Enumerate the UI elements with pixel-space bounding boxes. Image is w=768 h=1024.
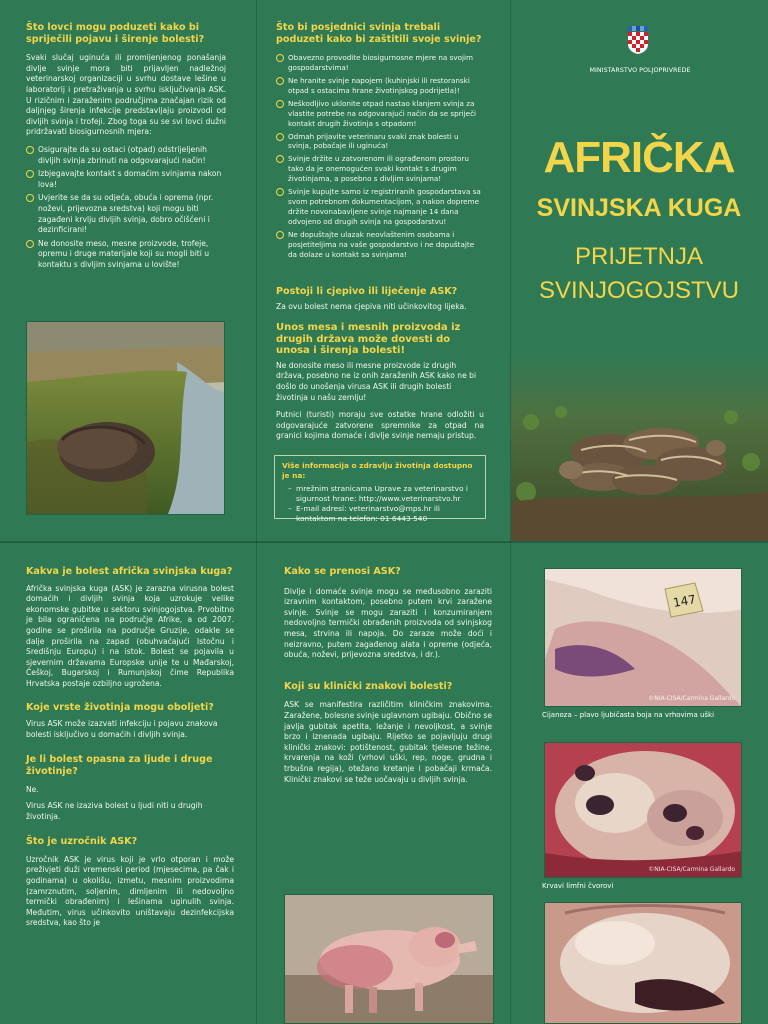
cover-subtitle-line-2: SVINJOGOJSTVU [538,277,740,304]
cover-title-line-2: SVINJSKA KUGA [536,194,742,222]
what-is-heading: Kakva je bolest afrička svinjska kuga? [26,566,233,577]
owners-heading: Što bi posjednici svinja trebali poduzeti kako bi zaštitili svoje svinje? [276,22,482,45]
fold-line [256,0,257,1024]
photo-credit: ©NIA-CISA/Carmina Gallardo [648,866,735,873]
import-heading: Unos mesa i mesnih proizvoda iz drugih država može dovesti do unosa i širenja bolesti! [276,322,461,357]
info-list [282,484,478,524]
info-link-website[interactable]: – mrežnim stranicama Uprave za veterinarstvo i sigurnost hrane: http://www.veterinarstvo.hr [288,484,478,504]
hunters-section [26,22,226,273]
species-text: Virus ASK može izazvati infekciju i pojavu znakova bolesti isključivo u domaćih i divljih svinja. [26,719,218,739]
lymph-nodes-photo [544,742,742,878]
cover-title-line-1: AFRIČKA [543,133,735,182]
hunters-bullet-list [26,145,226,271]
list-item: Odmah prijavite veterinaru svaki znak bolesti u svinja, pobačaje ili uginuća! [276,132,484,152]
vaccine-section [276,286,484,319]
humans-text: Virus ASK ne izaziva bolest u ljudi niti u drugih životinja. [26,801,203,821]
list-item: Obavezno provodite biosigurnosne mjere na svojim gospodarstvima! [276,53,484,73]
info-box [274,455,486,523]
list-item: Izbjegavajte kontakt s domaćim svinjama nakon lova! [26,169,226,190]
photo-credit: ©NIA-CISA/Carmina Gallardo [648,695,735,702]
list-item: Ne hranite svinje napojem (kuhinjski ili restoranski otpad s ostacima hrane životinjskog podrijetla)! [276,76,484,96]
piglets-photo [511,352,768,541]
list-item: Svinje držite u zatvorenom ili ograđenom prostoru tako da je onemogućen svaki kontakt s drugim životinjama, a posebno s divljim svinjama! [276,154,484,184]
fold-line [0,541,768,543]
vaccine-text: Za ovu bolest nema cjepiva niti učinkovitog lijeka. [276,301,467,311]
lymph-nodes-caption: Krvavi limfni čvorovi [542,882,614,890]
cover-subtitle-line-1: PRIJETNJA [574,243,703,270]
cause-heading: Što je uzročnik ASK? [26,836,138,848]
list-item: Uvjerite se da su odjeća, obuća i oprema (npr. noževi, prijevozna sredstva) koji mogu biti zagađeni krvlju divljih svinja, dobro očišćeni i dezinficirani! [26,193,226,235]
list-item: Osigurajte da su ostaci (otpad) odstrijeljenih divljih svinja zbrinuti na odgovarajući način! [26,145,226,166]
cyanosis-caption: Cijanoza – plavo ljubičasta boja na vrhovima uški [542,711,715,719]
list-item: Neškodljivo uklonite otpad nastao klanjem svinja za vlastite potrebe na odgovarajući način da se spriječi kontakt drugih životinja s otpadom! [276,99,484,129]
vaccine-heading: Postoji li cjepivo ili liječenje ASK? [276,286,458,297]
cyanosis-ear-photo [544,568,742,707]
sick-pig-photo [284,894,494,1024]
what-is-text: Afrička svinjska kuga (ASK) je zarazna virusna bolest domaćih i divljih svinja koja uzrokuje velike ekonomske gubitke u sektoru svinjogojstva. Prvobitno je bila ograničena na područje Afrike, a od 2007. godine se proširila na područje Gruzije, odakle se dalje proširila na zapad (obuhvaćajući Istočnu i Središnju Europu) i na istok. Bolest se pojavila u sjevernim državama Europske unije te u Mađarskoj, Češkoj, Bugarskoj i Rumunjskoj čime Republika Hrvatska postaje ozbiljno ugrožena. [26,583,234,688]
list-item: Ne donosite meso, mesne proizvode, trofeje, opremu i druge materijale koji su mogli biti u kontaktu s divljim svinjama u lovište! [26,239,226,271]
info-heading: Više informacija o zdravlju životinja dostupno je na: [282,461,473,480]
organ-photo [544,902,742,1024]
import-section [276,322,484,449]
import-text-2: Putnici (turisti) moraju sve ostatke hrane odložiti u odgovarajuće zatvorene spremnike za otpad na granici kojima domaće i divlje svinje nemaju pristup. [276,410,484,441]
import-text-1: Ne donosite meso ili mesne proizvode iz drugih država, posebno ne iz onih zaraženih ASK kako ne bi došlo do unošenja virusa ASK ili drugih bolesti životinja u našu zemlju! [276,360,477,402]
species-heading: Koje vrste životinja mogu oboljeti? [26,701,214,713]
info-link-contact[interactable]: – E-mail adresi: veterinarstvo@mps.hr ili kontaktom na telefon: 01 6443 540 [288,504,478,524]
humans-heading: Je li bolest opasna za ljude i druge životinje? [26,754,213,777]
cause-text: Uzročnik ASK je virus koji je vrlo otporan i može preživjeti duži vremenski period (mjesecima, pa čak i godinama) u okolišu, izmetu, mesnim proizvodima (zamrznutim, soljenim, dimljenim ili nedovoljno termički obrađenim) i lešinama uginulih svinja. Međutim, virus učinkovito uništavaju dezinfekcijska sredstva, kao što je [26,854,234,928]
spread-text: Divlje i domaće svinje mogu se međusobno zaraziti izravnim kontaktom, posebno putem krvi zaražene svinje. Svinje se mogu zaraziti i konzumiranjem nedovoljno termički obrađenih proizvoda od svinjskog mesa, strvina ili napoja. Do zaraze može doći i neizravno, putem zagađenog alata i opreme (odjeća, obuća, noževi, prijevozna sredstva, i dr.). [284,586,492,660]
hunters-intro: Svaki slučaj uginuća ili promijenjenog ponašanja divlje svinje mora biti prijavljen nadležnoj veterinarskoj organizaciji u svrhu dostave lešine u laboratorij i pretraživanja u svrhu isključivanja ASK. U rizičnim i zaraženim područjima značajan rizik od daljnjeg širenja infekcije predstavljaju proizvodi od divljih svinja i trofeji. Zbog toga su se svi lovci dužni pridržavati biosigurnosnih mjera: [26,53,226,137]
signs-heading: Koji su klinički znakovi bolesti? [284,680,453,692]
what-is-section [26,566,234,936]
owners-section [276,22,484,262]
signs-text: ASK se manifestira različitim kliničkim znakovima. Zaražene, bolesne svinje uglavnom ugibaju. Obično se javlja gubitak apetita, ležanje i nevoljkost, a svinje brzo i iznenada ugibaju. Rijetko se pojavljuju drugi klinički znakovi: potištenost, gubitak tjelesne težine, krvarenja na koži (vrhovi uški, rep, noge, grudna i trbušna regija), otežano kretanje i pobačaji krmača. Klinički znakovi se teže uočavaju u divljih svinja. [284,700,492,784]
hunters-heading: Što lovci mogu poduzeti kako bi spriječili pojavu i širenje bolesti? [26,22,205,45]
humans-no: Ne. [26,784,39,794]
spread-section [284,566,492,792]
spread-heading: Kako se prenosi ASK? [284,566,401,577]
list-item: Ne dopuštajte ulazak neovlaštenim osobama i posjetiteljima na vaše gospodarstvo i ne dopuštajte da dolaze u kontakt sa svinjama! [276,230,484,260]
ministry-name: MINISTARSTVO POLJOPRIVREDE [589,66,691,74]
ear-tag-number: 147 [671,592,697,610]
owners-bullet-list [276,53,484,259]
list-item: Svinje kupujte samo iz registriranih gospodarstava sa svom potrebnom dokumentacijom, a nakon dopreme držite novonabavljene svinje najmanje 14 dana odvojeno od drugih svinja na gospodarstvu! [276,187,484,227]
wild-boar-photo [26,321,225,515]
coat-of-arms-icon [627,26,649,54]
